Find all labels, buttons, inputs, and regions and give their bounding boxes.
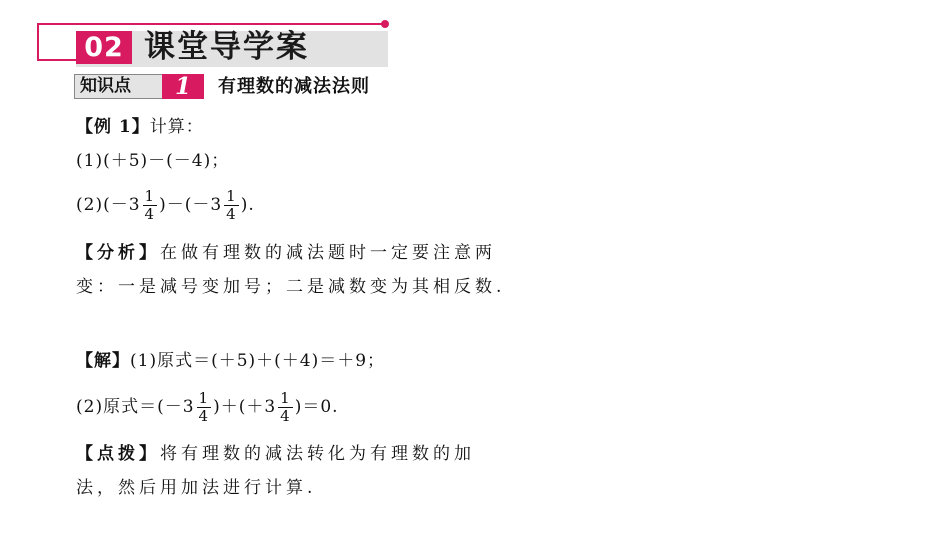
fraction-denominator: 4	[198, 407, 210, 425]
knowledge-point-number: 1	[162, 74, 204, 99]
example-label: 【例 1】	[76, 117, 150, 137]
fraction	[278, 390, 293, 425]
fraction	[197, 390, 212, 425]
fraction-numerator: 1	[198, 389, 210, 407]
tip-paragraph	[76, 437, 516, 505]
solution-label: 【解】	[76, 351, 130, 371]
tip-label: 【点拨】	[76, 444, 160, 464]
header-border-top	[37, 23, 385, 25]
fraction-denominator: 4	[280, 407, 291, 425]
fraction-denominator: 4	[226, 205, 237, 223]
example-item-2	[76, 188, 255, 223]
expression-text: )－(－3	[159, 195, 223, 215]
analysis-text: 在做有理数的减法题时一定要注意两变：一是减号变加号；二是减数变为其相反数.	[76, 243, 506, 297]
section-title: 课堂导学案	[144, 29, 309, 65]
header-border-left	[37, 23, 39, 61]
analysis-label: 【分析】	[76, 243, 160, 263]
section-number-badge: 02	[76, 31, 132, 64]
header-border-bottom	[37, 59, 77, 61]
example-item-1: (1)(＋5)－(－4)；	[76, 151, 230, 171]
expression-text: )＋(＋3	[213, 397, 277, 417]
expression-text: (2)(－3	[76, 195, 141, 215]
analysis-paragraph	[76, 236, 516, 304]
example-heading	[76, 116, 204, 138]
expression-text: ).	[240, 195, 255, 215]
example-prompt: 计算：	[149, 117, 204, 137]
fraction	[224, 188, 239, 223]
solution-line-2	[76, 390, 339, 425]
solution-step-1: (1)原式＝(＋5)＋(＋4)＝＋9；	[130, 351, 386, 371]
fraction	[143, 188, 158, 223]
fraction-numerator: 1	[280, 389, 291, 407]
solution-line-1	[76, 350, 385, 372]
expression-text: )＝0.	[294, 397, 339, 417]
expression-text: (2)原式＝(－3	[76, 397, 195, 417]
fraction-numerator: 1	[144, 187, 156, 205]
knowledge-point-label: 知识点	[80, 76, 131, 96]
fraction-numerator: 1	[226, 187, 237, 205]
header-border-dot	[381, 20, 389, 28]
knowledge-point-title: 有理数的减法法则	[218, 76, 370, 97]
tip-text: 将有理数的减法转化为有理数的加法，然后用加法进行计算.	[76, 444, 475, 498]
fraction-denominator: 4	[144, 205, 156, 223]
